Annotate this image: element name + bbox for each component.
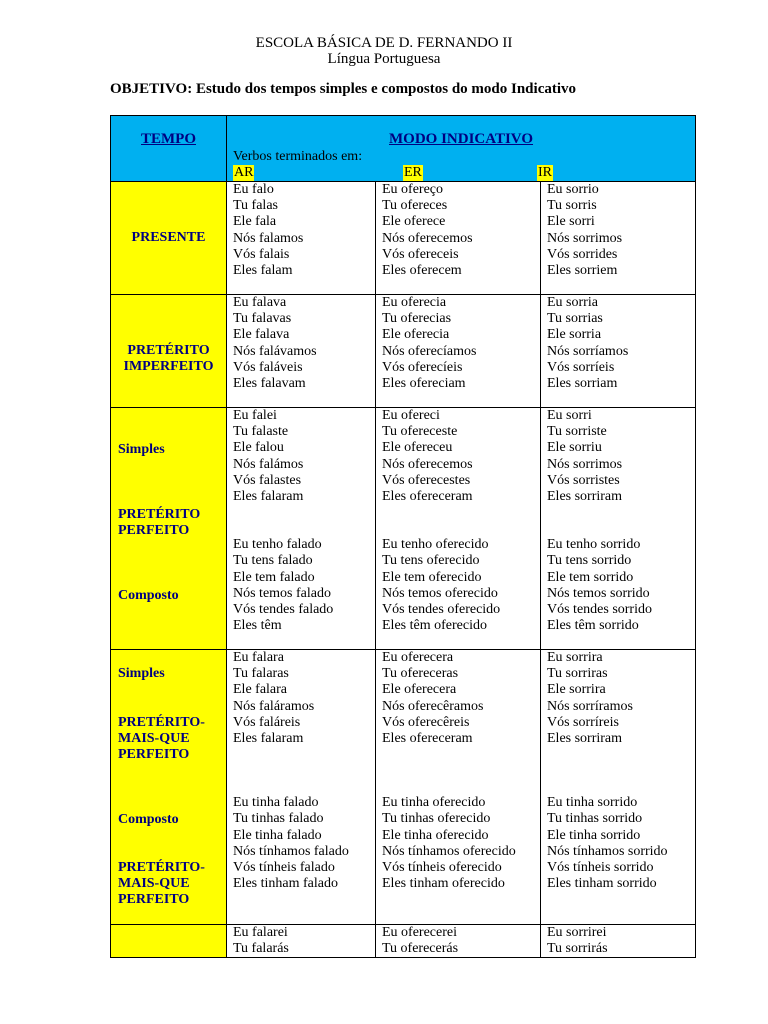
conj-line: Tu tinhas sorrido	[547, 811, 643, 827]
conj-line: Eles têm sorrido	[547, 618, 639, 634]
maisque-label-3b: PERFEITO	[118, 892, 190, 907]
conj-line: Ele tinha falado	[233, 827, 322, 843]
conj-line: Vós oferecíeis	[382, 359, 463, 375]
conj-line: Tu sorriste	[547, 424, 607, 440]
conj-line: Tu ofereces	[382, 198, 448, 214]
maisque-label-2: MAIS-QUE	[118, 731, 190, 746]
conj-line: Eu tenho oferecido	[382, 537, 489, 553]
perfeito-simples-label: Simples	[118, 442, 165, 457]
conj-line: Nós falamos	[233, 230, 304, 246]
maisque-label-3: PERFEITO	[118, 747, 190, 762]
conj-line: Ele tem falado	[233, 569, 315, 585]
conj-line: Eu oferecera	[382, 650, 454, 665]
conj-line: Eles ofereciam	[382, 376, 466, 392]
conj-line: Eu tenho falado	[233, 537, 322, 553]
conj-line: Vós oferecestes	[382, 472, 471, 488]
conj-line: Eles falam	[233, 263, 293, 279]
conj-line: Eles falaram	[233, 731, 304, 747]
perfeito-ar-cell	[227, 408, 376, 650]
maisque-er-cell	[376, 650, 541, 925]
school-name: ESCOLA BÁSICA DE D. FERNANDO II	[255, 35, 513, 51]
maisque-label-2b: MAIS-QUE	[118, 876, 190, 891]
conj-line: Eu falei	[233, 408, 277, 423]
maisque-label-1b: PRETÉRITO-	[118, 860, 205, 875]
conj-line: Tu falaste	[233, 424, 289, 440]
conj-line: Eu sorri	[547, 408, 592, 423]
modo-header-cell	[227, 116, 696, 182]
conj-line: Eles sorriram	[547, 489, 623, 505]
perfeito-label-2: PERFEITO	[118, 523, 190, 538]
conj-line: Vós sorristes	[547, 472, 620, 488]
conj-line: Tu falarás	[233, 941, 289, 957]
conj-line: Eu sorrio	[547, 182, 599, 197]
tempo-futuro	[111, 925, 227, 958]
conj-line: Eu sorrirei	[547, 925, 607, 940]
conj-line: Ele falara	[233, 682, 288, 698]
conj-line: Eu tinha falado	[233, 795, 319, 811]
conj-line: Vós falais	[233, 246, 290, 262]
perfeito-label-1: PRETÉRITO	[118, 507, 201, 522]
conj-line: Nós falámos	[233, 456, 304, 472]
maisque-simples-label: Simples	[118, 666, 165, 681]
conj-line: Tu falavas	[233, 311, 292, 327]
conj-line: Nós oferecíamos	[382, 343, 477, 359]
conj-line: Tu falas	[233, 198, 278, 214]
conj-line: Eles sorriem	[547, 263, 618, 279]
conj-line: Eles falaram	[233, 489, 304, 505]
conj-line: Vós oferecêreis	[382, 714, 470, 730]
conj-line: Vós tínheis falado	[233, 860, 335, 876]
perfeito-er-cell	[376, 408, 541, 650]
conj-line: Tu sorrias	[547, 311, 603, 327]
conj-line: Eles ofereceram	[382, 731, 473, 747]
conj-line: Vós sorrides	[547, 246, 618, 262]
conj-line: Eu oferecia	[382, 295, 447, 310]
maisque-ir-cell	[541, 650, 696, 925]
imperfeito-ir-cell	[541, 295, 696, 408]
futuro-ar-cell	[227, 925, 376, 958]
conj-line: Tu ofereceste	[382, 424, 458, 440]
conj-line: Ele ofereceu	[382, 440, 453, 456]
conj-line: Nós sorrimos	[547, 230, 623, 246]
conj-line: Ele fala	[233, 214, 277, 230]
imperfeito-label-1: PRETÉRITO	[127, 343, 210, 358]
conj-line: Eu falo	[233, 182, 274, 197]
conj-line: Nós temos oferecido	[382, 585, 498, 601]
conj-line: Tu oferecerás	[382, 941, 459, 957]
presente-ir-cell	[541, 182, 696, 295]
conj-line: Ele tem oferecido	[382, 569, 482, 585]
conj-line: Eu oferecerei	[382, 925, 457, 940]
conj-line: Ele tinha sorrido	[547, 827, 641, 843]
conj-line: Nós tínhamos sorrido	[547, 843, 668, 859]
conj-line: Tu falaras	[233, 666, 289, 682]
conj-line: Tu tens sorrido	[547, 553, 632, 569]
tempo-presente	[111, 182, 227, 295]
conj-line: Eles sorriam	[547, 376, 618, 392]
conj-line: Nós sorríamos	[547, 343, 629, 359]
objective-title: OBJETIVO: Estudo dos tempos simples e compostos do modo Indicativo	[110, 81, 577, 97]
imperfeito-label-2: IMPERFEITO	[123, 359, 214, 374]
ending-er: ER	[404, 165, 422, 180]
conj-line: Vós ofereceis	[382, 246, 459, 262]
conj-line: Vós tendes oferecido	[382, 602, 501, 618]
conj-line: Vós falastes	[233, 472, 302, 488]
conj-line: Tu sorriras	[547, 666, 608, 682]
conj-line: Eles oferecem	[382, 263, 462, 279]
conj-line: Eu sorria	[547, 295, 598, 310]
futuro-er-cell	[376, 925, 541, 958]
perfeito-composto-label: Composto	[118, 588, 179, 603]
conj-line: Eles têm	[233, 618, 282, 634]
conj-line: Vós faláreis	[233, 714, 301, 730]
conj-line: Vós sorríreis	[547, 714, 619, 730]
conj-line: Vós tendes sorrido	[547, 602, 652, 618]
modo-indicativo-title: MODO INDICATIVO	[389, 131, 534, 147]
futuro-ir-cell	[541, 925, 696, 958]
conj-line: Eu ofereci	[382, 408, 440, 423]
tempo-mais-que-perfeito	[111, 650, 227, 925]
conj-line: Ele falava	[233, 327, 290, 343]
conjugation-table	[110, 115, 696, 958]
conj-line: Nós tínhamos falado	[233, 843, 349, 859]
conj-line: Eu falarei	[233, 925, 288, 940]
conj-line: Eles tinham sorrido	[547, 876, 657, 892]
perfeito-ir-cell	[541, 408, 696, 650]
ending-ar: AR	[234, 165, 254, 180]
conj-line: Tu tinhas oferecido	[382, 811, 491, 827]
conj-line: Ele oferece	[382, 214, 446, 230]
conj-line: Ele sorria	[547, 327, 602, 343]
conj-line: Nós sorríramos	[547, 698, 633, 714]
conj-line: Eles tinham oferecido	[382, 876, 505, 892]
tempo-header: TEMPO	[111, 116, 227, 182]
conj-line: Eu tinha sorrido	[547, 795, 638, 811]
imperfeito-er-cell	[376, 295, 541, 408]
presente-ar-cell	[227, 182, 376, 295]
conj-line: Vós tínheis oferecido	[382, 860, 502, 876]
maisque-composto-label: Composto	[118, 812, 179, 827]
conj-line: Nós oferecemos	[382, 456, 473, 472]
tempo-perfeito	[111, 408, 227, 650]
conj-line: Eu sorrira	[547, 650, 603, 665]
conj-line: Eles têm oferecido	[382, 618, 487, 634]
presente-label: PRESENTE	[131, 230, 206, 245]
conj-line: Tu sorrirás	[547, 941, 608, 957]
conj-line: Nós faláramos	[233, 698, 315, 714]
conj-line: Tu oferecias	[382, 311, 452, 327]
conj-line: Ele sorri	[547, 214, 595, 230]
maisque-label-1: PRETÉRITO-	[118, 715, 205, 730]
conj-line: Eu falara	[233, 650, 284, 665]
presente-er-cell	[376, 182, 541, 295]
conj-line: Ele falou	[233, 440, 284, 456]
imperfeito-ar-cell	[227, 295, 376, 408]
conj-line: Eles ofereceram	[382, 489, 473, 505]
conj-line: Ele sorriu	[547, 440, 602, 456]
tempo-imperfeito	[111, 295, 227, 408]
conj-line: Tu tinhas falado	[233, 811, 324, 827]
conj-line: Eles sorriram	[547, 731, 623, 747]
conj-line: Vós tendes falado	[233, 602, 334, 618]
conj-line: Vós faláveis	[233, 359, 303, 375]
conj-line: Nós sorrimos	[547, 456, 623, 472]
conj-line: Vós tínheis sorrido	[547, 860, 654, 876]
conj-line: Tu tens oferecido	[382, 553, 480, 569]
conj-line: Eu tenho sorrido	[547, 537, 641, 553]
conj-line: Eles falavam	[233, 376, 306, 392]
conj-line: Ele tinha oferecido	[382, 827, 489, 843]
conj-line: Nós tínhamos oferecido	[382, 843, 516, 859]
subject-name: Língua Portuguesa	[327, 51, 441, 67]
conj-line: Ele sorrira	[547, 682, 606, 698]
conj-line: Ele oferecera	[382, 682, 457, 698]
maisque-ar-cell	[227, 650, 376, 925]
conj-line: Eu ofereço	[382, 182, 444, 197]
conj-line: Nós temos falado	[233, 585, 331, 601]
conj-line: Nós oferecemos	[382, 230, 473, 246]
conj-line: Nós temos sorrido	[547, 585, 650, 601]
conj-line: Ele tem sorrido	[547, 569, 634, 585]
conj-line: Eu falava	[233, 295, 287, 310]
conj-line: Tu sorris	[547, 198, 597, 214]
conj-line: Vós sorríeis	[547, 359, 615, 375]
conj-line: Tu ofereceras	[382, 666, 459, 682]
conj-line: Nós oferecêramos	[382, 698, 484, 714]
conj-line: Nós falávamos	[233, 343, 317, 359]
conj-line: Ele oferecia	[382, 327, 450, 343]
conj-line: Tu tens falado	[233, 553, 313, 569]
conj-line: Eles tinham falado	[233, 876, 338, 892]
verbos-terminados-label: Verbos terminados em:	[233, 149, 363, 164]
ending-ir: IR	[538, 165, 552, 180]
conj-line: Eu tinha oferecido	[382, 795, 486, 811]
